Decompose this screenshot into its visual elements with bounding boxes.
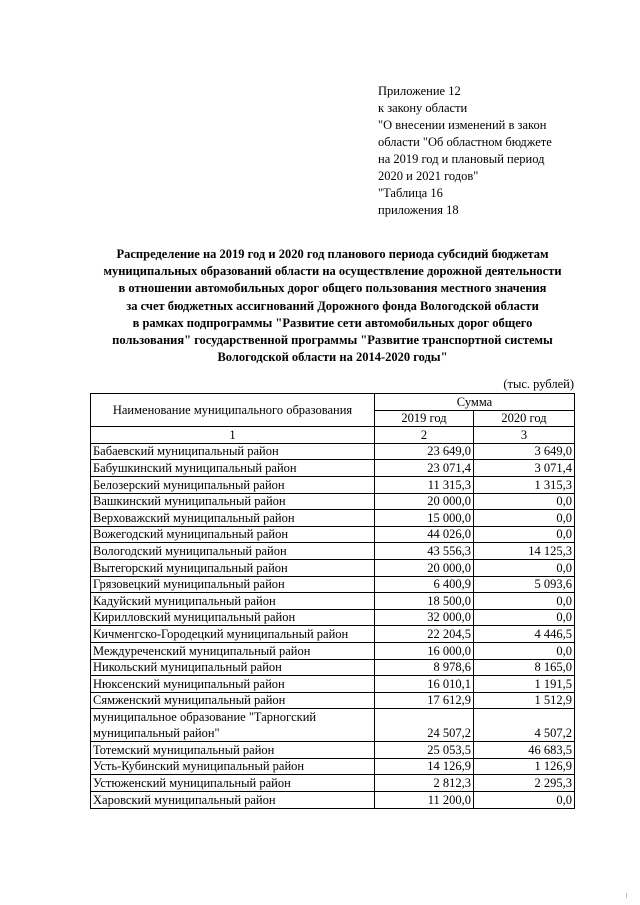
appendix-line: приложения 18 [378,203,459,217]
appendix-line: "О внесении изменений в закон [378,118,547,132]
table-row [91,676,575,693]
amount-2020: 0,0 [474,559,575,576]
appendix-line: 2020 и 2021 годов" [378,169,479,183]
amount-2019: 8 978,6 [375,659,474,676]
header-name: Наименование муниципального образования [91,394,375,427]
table-row [91,443,575,460]
amount-2019: 15 000,0 [375,510,474,527]
amount-2020: 1 512,9 [474,692,575,709]
amount-2019: 18 500,0 [375,593,474,610]
table-row [91,576,575,593]
municipality-name: Вологодский муниципальный район [91,543,375,560]
table-row [91,692,575,709]
table-row [91,526,575,543]
units-label: (тыс. рублей) [503,377,574,391]
column-number: 3 [474,427,575,444]
municipality-name: Вытегорский муниципальный район [91,559,375,576]
municipality-name: Нюксенский муниципальный район [91,676,375,693]
column-number-row [91,427,575,444]
table-row [91,593,575,610]
amount-2020: 4 507,2 [474,709,575,742]
municipality-name: Кирилловский муниципальный район [91,609,375,626]
amount-2020: 1 191,5 [474,676,575,693]
amount-2019: 32 000,0 [375,609,474,626]
table-row [91,792,575,809]
amount-2019: 23 649,0 [375,443,474,460]
appendix-block [378,83,552,219]
table-row [91,460,575,477]
table-row [91,609,575,626]
appendix-line: "Таблица 16 [378,186,443,200]
title-line: муниципальных образований области на осуществление дорожной деятельности [103,264,562,279]
title-line: Вологодской области на 2014-2020 годы" [217,350,448,365]
municipality-name: Вожегодский муниципальный район [91,526,375,543]
municipality-name: Кичменгско-Городецкий муниципальный район [91,626,375,643]
amount-2019: 25 053,5 [375,742,474,759]
amount-2019: 16 010,1 [375,676,474,693]
municipality-name: муниципальное образование "Тарногский муниципальный район" [91,709,375,742]
title-line: Распределение на 2019 год и 2020 год планового периода субсидий бюджетам [116,247,549,261]
table-row [91,626,575,643]
amount-2020: 1 126,9 [474,758,575,775]
title-line: в отношении автомобильных дорог общего пользования местного значения [118,281,547,296]
municipality-name: Вашкинский муниципальный район [91,493,375,510]
municipality-name: Белозерский муниципальный район [91,476,375,493]
amount-2020: 0,0 [474,526,575,543]
municipality-name: Междуреченский муниципальный район [91,642,375,659]
title-line: пользования" государственной программы "Развитие транспортной системы [112,333,553,348]
amount-2020: 3 649,0 [474,443,575,460]
amount-2020: 5 093,6 [474,576,575,593]
column-number: 1 [91,427,375,444]
municipality-name: Никольский муниципальный район [91,659,375,676]
header-2019: 2019 год [375,410,474,427]
appendix-line: на 2019 год и плановый период [378,152,545,166]
amount-2020: 0,0 [474,609,575,626]
amount-2020: 0,0 [474,642,575,659]
amount-2019: 16 000,0 [375,642,474,659]
amount-2019: 6 400,9 [375,576,474,593]
municipality-name: Усть-Кубинский муниципальный район [91,758,375,775]
table-row [91,742,575,759]
amount-2020: 0,0 [474,593,575,610]
municipality-name: Устюженский муниципальный район [91,775,375,792]
amount-2020: 0,0 [474,510,575,527]
municipality-name: Верховажский муниципальный район [91,510,375,527]
table-row [91,659,575,676]
amount-2019: 44 026,0 [375,526,474,543]
table-row [91,709,575,742]
header-sum: Сумма [375,394,575,411]
amount-2020: 4 446,5 [474,626,575,643]
amount-2020: 1 315,3 [474,476,575,493]
table-row [91,559,575,576]
amount-2019: 20 000,0 [375,493,474,510]
amount-2019: 24 507,2 [375,709,474,742]
appendix-line: области "Об областном бюджете [378,135,552,149]
municipality-name: Бабаевский муниципальный район [91,443,375,460]
title-line: за счет бюджетных ассигнований Дорожного фонда Вологодской области [126,298,539,313]
table-row [91,758,575,775]
amount-2020: 8 165,0 [474,659,575,676]
amount-2019: 14 126,9 [375,758,474,775]
table-row [91,642,575,659]
amount-2019: 2 812,3 [375,775,474,792]
header-row [91,394,575,411]
municipality-name: Грязовецкий муниципальный район [91,576,375,593]
appendix-line: Приложение 12 [378,84,461,98]
appendix-line: к закону области [378,101,468,115]
amount-2019: 23 071,4 [375,460,474,477]
amount-2019: 17 612,9 [375,692,474,709]
amount-2020: 0,0 [474,792,575,809]
column-number: 2 [375,427,474,444]
amount-2020: 2 295,3 [474,775,575,792]
municipality-name: Харовский муниципальный район [91,792,375,809]
title-line: в рамках подпрограммы "Развитие сети автомобильных дорог общего [132,315,533,330]
amount-2020: 0,0 [474,493,575,510]
amount-2019: 11 200,0 [375,792,474,809]
table-row [91,476,575,493]
amount-2019: 43 556,3 [375,543,474,560]
table-row [91,543,575,560]
municipality-name: Бабушкинский муниципальный район [91,460,375,477]
table-row [91,775,575,792]
amount-2020: 14 125,3 [474,543,575,560]
document-title [80,246,585,366]
amount-2019: 20 000,0 [375,559,474,576]
amount-2019: 22 204,5 [375,626,474,643]
municipality-name: Кадуйский муниципальный район [91,593,375,610]
table-row [91,493,575,510]
amount-2019: 11 315,3 [375,476,474,493]
municipality-name: Сямженский муниципальный район [91,692,375,709]
table-row [91,510,575,527]
amount-2020: 46 683,5 [474,742,575,759]
municipality-name: Тотемский муниципальный район [91,742,375,759]
amount-2020: 3 071,4 [474,460,575,477]
subsidy-table [90,393,575,809]
header-2020: 2020 год [474,410,575,427]
page-mark [626,893,627,898]
